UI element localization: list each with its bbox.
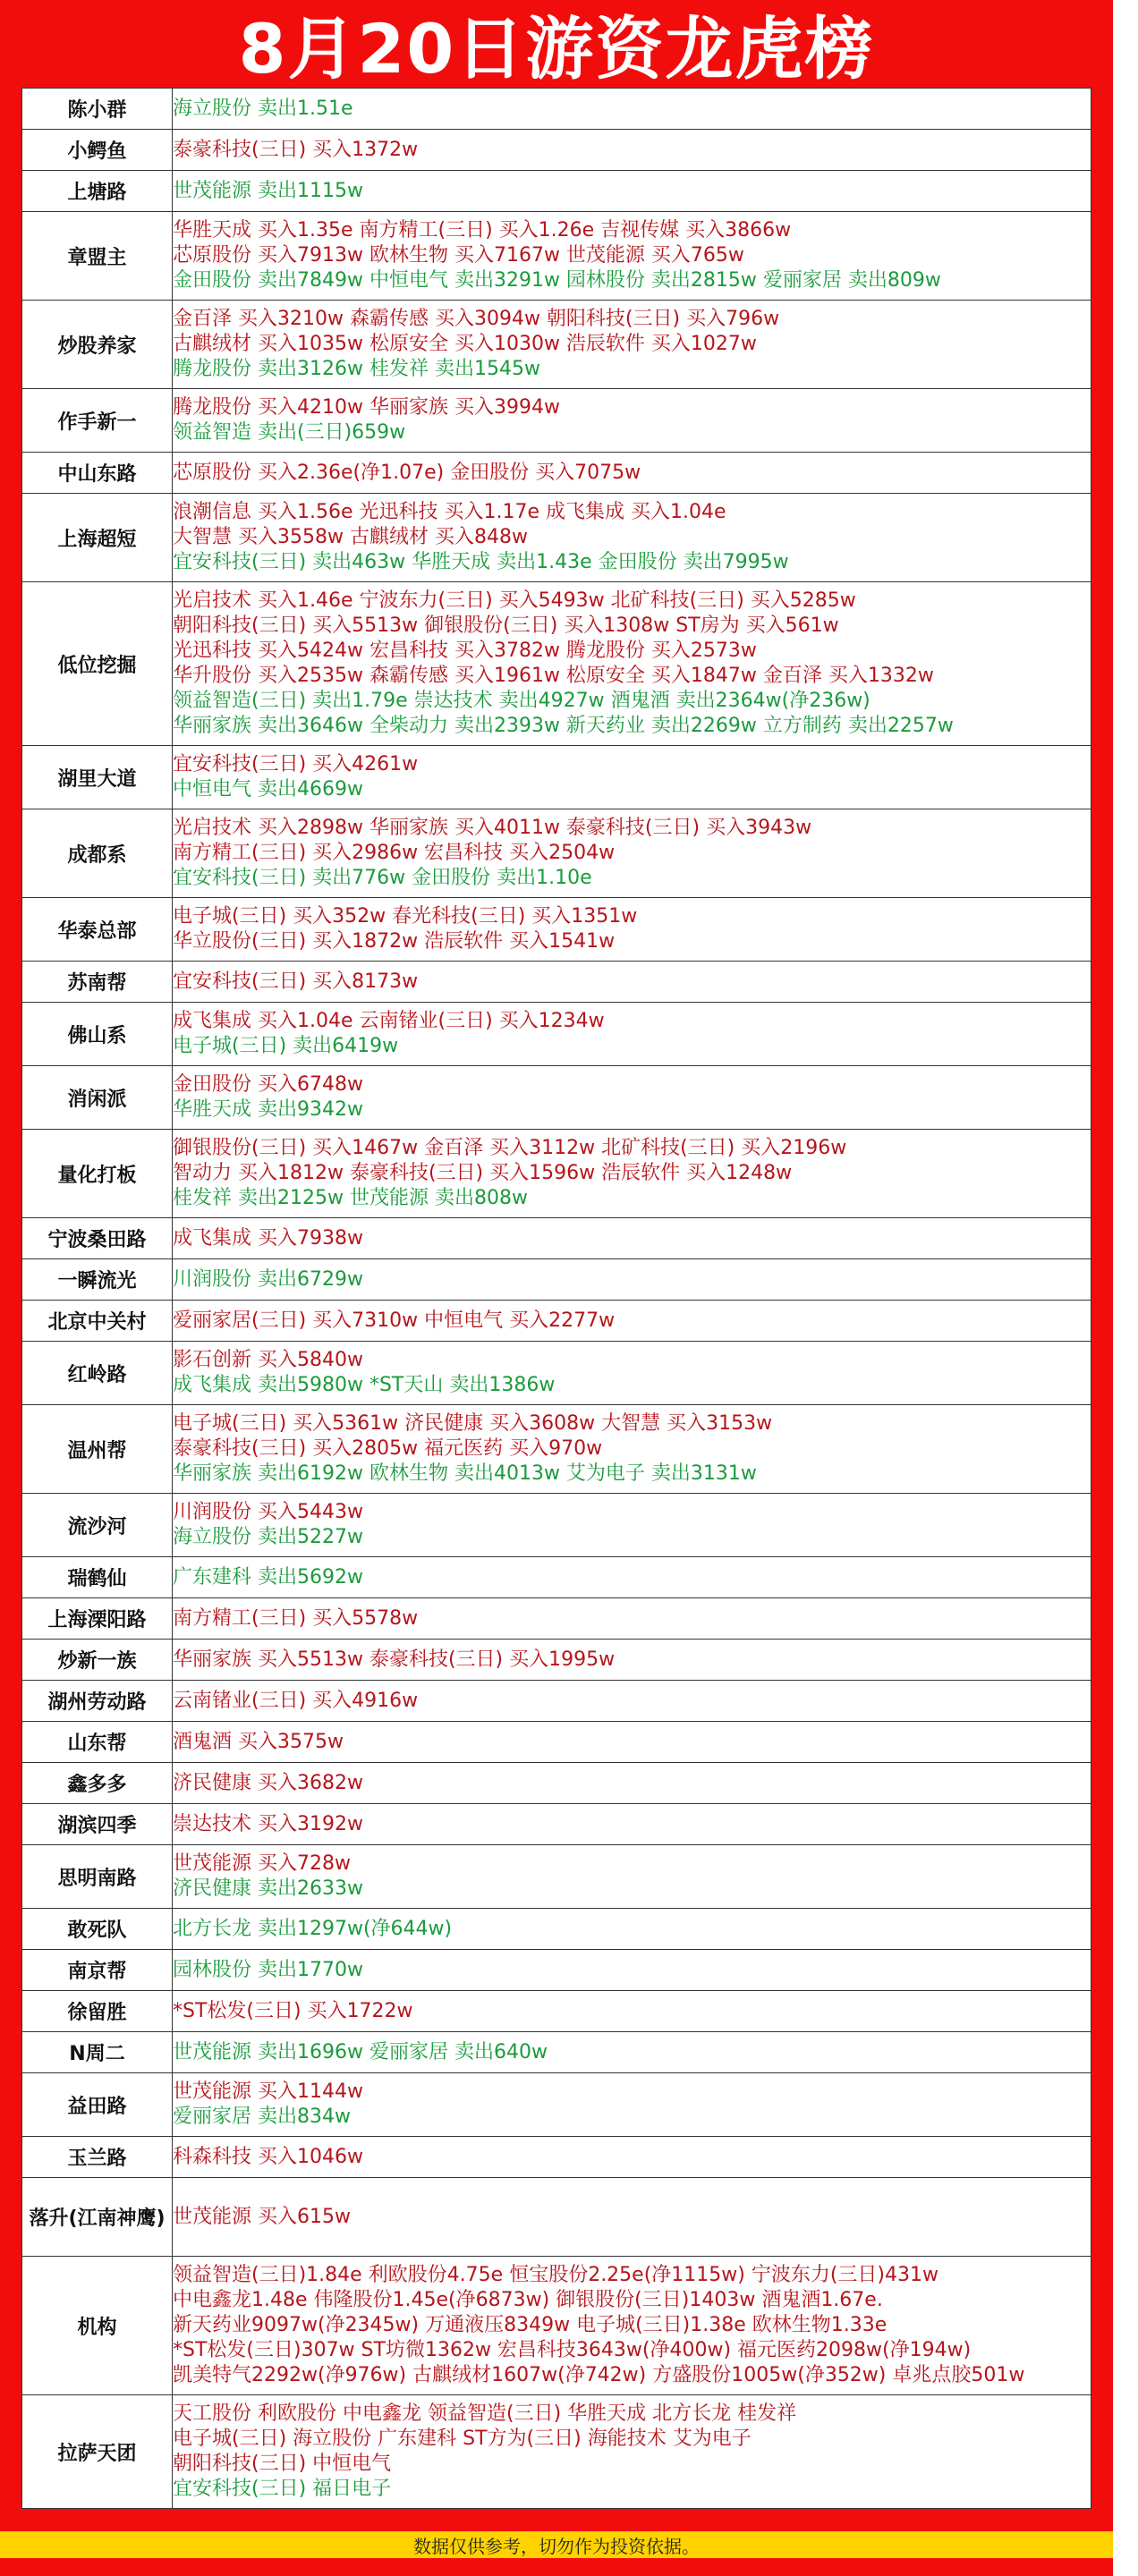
buy-line: 光启技术 买入1.46e 宁波东力(三日) 买入5493w 北矿科技(三日) 买入5285w: [173, 589, 856, 612]
table-row: [22, 1681, 1091, 1722]
buy-line: 云南锗业(三日) 买入4916w: [173, 1689, 419, 1712]
trade-details: [173, 1763, 1091, 1804]
sell-line: 海立股份 卖出1.51e: [173, 97, 353, 120]
trader-name: 炒股养家: [22, 301, 173, 389]
trade-details: [173, 1991, 1091, 2032]
sell-line: 宜安科技(三日) 福日电子: [173, 2478, 392, 2500]
trader-name: 小鳄鱼: [22, 130, 173, 171]
trade-details: [173, 301, 1091, 389]
sell-line: 华丽家族 卖出6192w 欧林生物 卖出4013w 艾为电子 卖出3131w: [173, 1462, 757, 1485]
buy-line: 电子城(三日) 买入5361w 济民健康 买入3608w 大智慧 买入3153w: [173, 1412, 773, 1435]
buy-line: 崇达技术 买入3192w: [173, 1812, 363, 1835]
table-row: [22, 1003, 1091, 1066]
trade-details: [173, 171, 1091, 212]
page-title: 8月20日游资龙虎榜: [238, 8, 875, 89]
trader-name: 山东帮: [22, 1722, 173, 1763]
sell-line: 北方长龙 卖出1297w(净644w): [173, 1917, 453, 1940]
buy-line: 天工股份 利欧股份 中电鑫龙 领益智造(三日) 华胜天成 北方长龙 桂发祥: [173, 2402, 797, 2425]
trader-name: 红岭路: [22, 1342, 173, 1405]
trade-details: [173, 2395, 1091, 2509]
trade-details: [173, 2137, 1091, 2178]
trader-name: 上塘路: [22, 171, 173, 212]
trade-details: [173, 1722, 1091, 1763]
trader-name: 瑞鹤仙: [22, 1557, 173, 1598]
table-row: [22, 2137, 1091, 2178]
sell-line: 宜安科技(三日) 卖出776w 金田股份 卖出1.10e: [173, 867, 592, 889]
table-row: [22, 1991, 1091, 2032]
buy-line: 泰豪科技(三日) 买入2805w 福元医药 买入970w: [173, 1437, 603, 1460]
sell-line: 腾龙股份 卖出3126w 桂发祥 卖出1545w: [173, 358, 540, 380]
trader-name: 南京帮: [22, 1950, 173, 1991]
trade-details: [173, 582, 1091, 746]
table-row: [22, 1130, 1091, 1218]
trade-details: [173, 962, 1091, 1003]
trader-name: 落升(江南神鹰): [22, 2178, 173, 2257]
sell-line: 中恒电气 卖出4669w: [173, 778, 363, 801]
buy-line: 朝阳科技(三日) 买入5513w 御银股份(三日) 买入1308w ST房为 买入561w: [173, 614, 839, 637]
sell-line: 川润股份 卖出6729w: [173, 1267, 363, 1291]
trader-name: 玉兰路: [22, 2137, 173, 2178]
buy-line: 浪潮信息 买入1.56e 光迅科技 买入1.17e 成飞集成 买入1.04e: [173, 501, 726, 523]
buy-line: 成飞集成 买入1.04e 云南锗业(三日) 买入1234w: [173, 1010, 605, 1032]
disclaimer-footer: 数据仅供参考，切勿作为投资依据。: [0, 2531, 1113, 2558]
buy-line: 济民健康 买入3682w: [173, 1771, 363, 1794]
trader-name: 陈小群: [22, 89, 173, 130]
sell-line: 领益智造 卖出(三日)659w: [173, 421, 406, 444]
buy-line: 华胜天成 买入1.35e 南方精工(三日) 买入1.26e 吉视传媒 买入3866w: [173, 219, 792, 242]
sell-line: 领益智造(三日) 卖出1.79e 崇达技术 卖出4927w 酒鬼酒 卖出2364w(净236w): [173, 690, 870, 712]
table-row: [22, 212, 1091, 301]
buy-line: 影石创新 买入5840w: [173, 1349, 363, 1371]
trade-details: [173, 1301, 1091, 1342]
table-row: [22, 2395, 1091, 2509]
table-row: [22, 1763, 1091, 1804]
trade-details: [173, 2073, 1091, 2137]
trade-details: [173, 1909, 1091, 1950]
table-row: [22, 2032, 1091, 2073]
table-row: [22, 389, 1091, 453]
table-row: [22, 1804, 1091, 1845]
trade-details: [173, 1804, 1091, 1845]
trader-name: 中山东路: [22, 453, 173, 494]
buy-line: 华立股份(三日) 买入1872w 浩辰软件 买入1541w: [173, 930, 616, 953]
table-row: [22, 1845, 1091, 1909]
sell-line: 爱丽家居 卖出834w: [173, 2106, 351, 2128]
buy-line: 川润股份 买入5443w: [173, 1501, 363, 1523]
trader-name: 流沙河: [22, 1494, 173, 1557]
table-row: [22, 2257, 1091, 2395]
buy-line: 朝阳科技(三日) 中恒电气: [173, 2453, 392, 2475]
trader-name: 北京中关村: [22, 1301, 173, 1342]
table-row: [22, 130, 1091, 171]
trade-details: [173, 1405, 1091, 1494]
buy-line: 光启技术 买入2898w 华丽家族 买入4011w 泰豪科技(三日) 买入3943w: [173, 817, 812, 839]
table-row: [22, 1640, 1091, 1681]
trade-details: [173, 212, 1091, 301]
trade-details: [173, 1066, 1091, 1130]
buy-line: 科森科技 买入1046w: [173, 2145, 363, 2168]
sell-line: 宜安科技(三日) 卖出463w 华胜天成 卖出1.43e 金田股份 卖出7995w: [173, 551, 789, 573]
buy-line: 御银股份(三日) 买入1467w 金百泽 买入3112w 北矿科技(三日) 买入2196w: [173, 1137, 847, 1159]
sell-line: 成飞集成 卖出5980w *ST天山 卖出1386w: [173, 1374, 556, 1396]
trade-details: [173, 1598, 1091, 1640]
sell-line: 广东建科 卖出5692w: [173, 1565, 363, 1589]
sell-line: 济民健康 卖出2633w: [173, 1877, 363, 1900]
trader-name: 炒新一族: [22, 1640, 173, 1681]
buy-line: 泰豪科技(三日) 买入1372w: [173, 138, 419, 161]
trade-details: [173, 1557, 1091, 1598]
trader-name: 机构: [22, 2257, 173, 2395]
trader-name: 敢死队: [22, 1909, 173, 1950]
table-row: [22, 809, 1091, 898]
trader-name: 成都系: [22, 809, 173, 898]
trade-details: [173, 898, 1091, 962]
trade-details: [173, 1130, 1091, 1218]
buy-line: 宜安科技(三日) 买入4261w: [173, 753, 419, 775]
buy-line: 南方精工(三日) 买入5578w: [173, 1606, 419, 1630]
trader-name: 徐留胜: [22, 1991, 173, 2032]
buy-line: 芯原股份 买入2.36e(净1.07e) 金田股份 买入7075w: [173, 461, 641, 484]
trade-details: [173, 494, 1091, 582]
trader-name: 华泰总部: [22, 898, 173, 962]
trade-details: [173, 1640, 1091, 1681]
table-row: [22, 89, 1091, 130]
buy-line: 世茂能源 买入728w: [173, 1852, 351, 1875]
trade-details: [173, 1218, 1091, 1259]
sell-line: 海立股份 卖出5227w: [173, 1526, 363, 1548]
trader-name: 上海溧阳路: [22, 1598, 173, 1640]
trader-name: 佛山系: [22, 1003, 173, 1066]
trader-name: 湖滨四季: [22, 1804, 173, 1845]
trade-details: [173, 1003, 1091, 1066]
trader-name: 量化打板: [22, 1130, 173, 1218]
sell-line: 电子城(三日) 卖出6419w: [173, 1035, 399, 1057]
sell-line: 世茂能源 卖出1115w: [173, 179, 363, 202]
dragon-tiger-table: [21, 88, 1091, 2509]
trader-name: 上海超短: [22, 494, 173, 582]
buy-line: 金田股份 买入6748w: [173, 1073, 363, 1096]
trade-details: [173, 130, 1091, 171]
trader-name: 宁波桑田路: [22, 1218, 173, 1259]
buy-line: 华升股份 买入2535w 森霸传感 买入1961w 松原安全 买入1847w 金百泽 买入1332w: [173, 665, 934, 687]
table-row: [22, 1301, 1091, 1342]
trade-details: [173, 809, 1091, 898]
table-row: [22, 746, 1091, 809]
trade-details: [173, 1845, 1091, 1909]
trader-name: 低位挖掘: [22, 582, 173, 746]
buy-line: *ST松发(三日) 买入1722w: [173, 1999, 413, 2022]
buy-line: 酒鬼酒 买入3575w: [173, 1730, 344, 1753]
table-row: [22, 1557, 1091, 1598]
buy-line: 爱丽家居(三日) 买入7310w 中恒电气 买入2277w: [173, 1309, 616, 1332]
sell-line: 金田股份 卖出7849w 中恒电气 卖出3291w 园林股份 卖出2815w 爱丽家居 卖出809w: [173, 269, 941, 292]
buy-line: 金百泽 买入3210w 森霸传感 买入3094w 朝阳科技(三日) 买入796w: [173, 308, 780, 330]
table-row: [22, 301, 1091, 389]
trader-name: 拉萨天团: [22, 2395, 173, 2509]
table-row: [22, 962, 1091, 1003]
trade-details: [173, 2032, 1091, 2073]
buy-line: 光迅科技 买入5424w 宏昌科技 买入3782w 腾龙股份 买入2573w: [173, 640, 757, 662]
table-row: [22, 1218, 1091, 1259]
trader-name: 温州帮: [22, 1405, 173, 1494]
buy-line: 腾龙股份 买入4210w 华丽家族 买入3994w: [173, 396, 560, 419]
trade-details: [173, 389, 1091, 453]
sell-line: 华胜天成 卖出9342w: [173, 1098, 363, 1121]
sell-line: 桂发祥 卖出2125w 世茂能源 卖出808w: [173, 1187, 528, 1209]
sell-line: 华丽家族 卖出3646w 全柴动力 卖出2393w 新天药业 卖出2269w 立方制药 卖出2257w: [173, 715, 954, 737]
trade-details: [173, 2178, 1091, 2257]
buy-line: 宜安科技(三日) 买入8173w: [173, 970, 419, 993]
trade-details: [173, 1494, 1091, 1557]
sell-line: 园林股份 卖出1770w: [173, 1958, 363, 1981]
buy-line: 中电鑫龙1.48e 伟隆股份1.45e(净6873w) 御银股份(三日)1403w 酒鬼酒1.67e.: [173, 2289, 883, 2311]
trader-name: 鑫多多: [22, 1763, 173, 1804]
trade-details: [173, 1342, 1091, 1405]
trader-name: 苏南帮: [22, 962, 173, 1003]
trade-details: [173, 89, 1091, 130]
buy-line: *ST松发(三日)307w ST坊微1362w 宏昌科技3643w(净400w) 福元医药2098w(净194w): [173, 2339, 972, 2361]
trade-details: [173, 746, 1091, 809]
trader-name: 思明南路: [22, 1845, 173, 1909]
table-row: [22, 2073, 1091, 2137]
table-row: [22, 494, 1091, 582]
buy-line: 世茂能源 买入1144w: [173, 2080, 363, 2103]
trade-details: [173, 1950, 1091, 1991]
trader-name: 章盟主: [22, 212, 173, 301]
buy-line: 华丽家族 买入5513w 泰豪科技(三日) 买入1995w: [173, 1648, 616, 1671]
buy-line: 领益智造(三日)1.84e 利欧股份4.75e 恒宝股份2.25e(净1115w) 宁波东力(三日)431w: [173, 2264, 939, 2286]
table-row: [22, 1342, 1091, 1405]
table-row: [22, 1405, 1091, 1494]
trader-name: 益田路: [22, 2073, 173, 2137]
table-row: [22, 1598, 1091, 1640]
buy-line: 电子城(三日) 海立股份 广东建科 ST方为(三日) 海能技术 艾为电子: [173, 2428, 752, 2450]
buy-line: 世茂能源 买入615w: [173, 2205, 351, 2228]
trade-details: [173, 2257, 1091, 2395]
buy-line: 南方精工(三日) 买入2986w 宏昌科技 买入2504w: [173, 842, 616, 864]
trader-name: 湖州劳动路: [22, 1681, 173, 1722]
table-row: [22, 1494, 1091, 1557]
table-row: [22, 2178, 1091, 2257]
table-row: [22, 898, 1091, 962]
table-row: [22, 1950, 1091, 1991]
trader-name: 作手新一: [22, 389, 173, 453]
buy-line: 智动力 买入1812w 泰豪科技(三日) 买入1596w 浩辰软件 买入1248w: [173, 1162, 793, 1184]
trade-details: [173, 453, 1091, 494]
table-row: [22, 1259, 1091, 1301]
buy-line: 电子城(三日) 买入352w 春光科技(三日) 买入1351w: [173, 905, 638, 928]
table-row: [22, 1909, 1091, 1950]
trader-name: 消闲派: [22, 1066, 173, 1130]
table-row: [22, 1722, 1091, 1763]
sell-line: 世茂能源 卖出1696w 爱丽家居 卖出640w: [173, 2040, 548, 2063]
table-row: [22, 582, 1091, 746]
buy-line: 成飞集成 买入7938w: [173, 1226, 363, 1250]
table-row: [22, 171, 1091, 212]
table-row: [22, 453, 1091, 494]
buy-line: 大智慧 买入3558w 古麒绒材 买入848w: [173, 526, 528, 548]
trader-name: 湖里大道: [22, 746, 173, 809]
buy-line: 古麒绒材 买入1035w 松原安全 买入1030w 浩辰软件 买入1027w: [173, 333, 757, 355]
buy-line: 芯原股份 买入7913w 欧林生物 买入7167w 世茂能源 买入765w: [173, 244, 744, 267]
trade-details: [173, 1259, 1091, 1301]
buy-line: 凯美特气2292w(净976w) 古麒绒材1607w(净742w) 方盛股份1005w(净352w) 卓兆点胶501w: [173, 2364, 1025, 2386]
trade-details: [173, 1681, 1091, 1722]
buy-line: 新天药业9097w(净2345w) 万通液压8349w 电子城(三日)1.38e 欧林生物1.33e: [173, 2314, 887, 2336]
trader-name: N周二: [22, 2032, 173, 2073]
table-row: [22, 1066, 1091, 1130]
trader-name: 一瞬流光: [22, 1259, 173, 1301]
